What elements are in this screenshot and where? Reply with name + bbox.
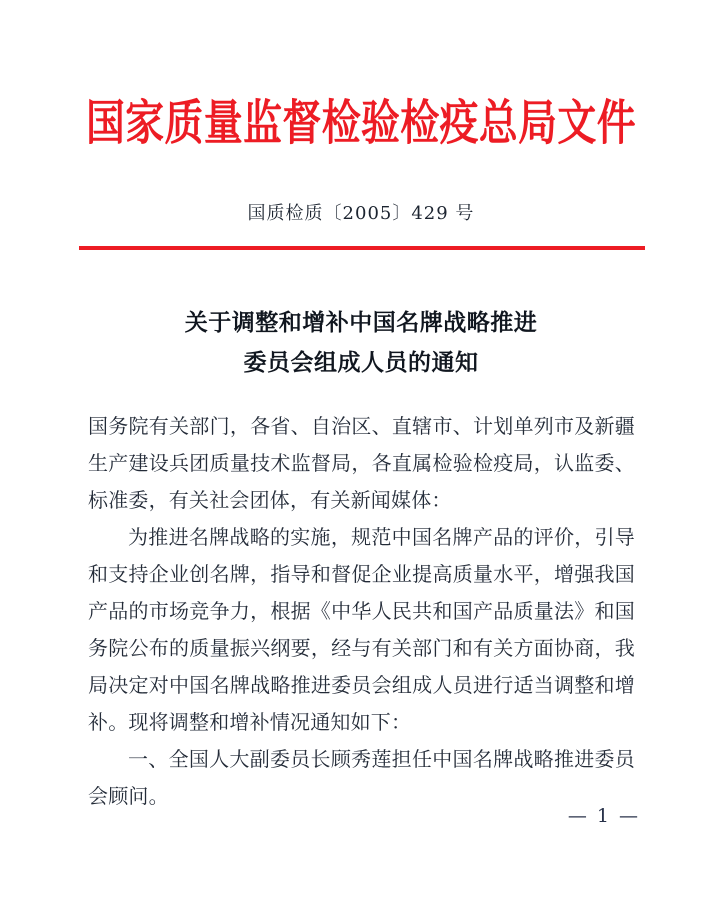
- notice-body: [88, 408, 635, 815]
- page-number: — 1 —: [567, 805, 640, 827]
- body-paragraph-preamble: 为推进名牌战略的实施，规范中国名牌产品的评价，引导和支持企业创名牌，指导和督促企业提高质量水平，增强我国产品的市场竞争力，根据《中华人民共和国产品质量法》和国务院公布的质量振兴纲要，经与有关部门和有关方面协商，我局决定对中国名牌战略推进委员会组成人员进行适当调整和增补。现将调整和增补情况通知如下：: [88, 525, 635, 734]
- notice-title-line1: 关于调整和增补中国名牌战略推进: [184, 309, 538, 336]
- letterhead-agency-title: 国家质量监督检验检疫总局文件: [85, 95, 636, 151]
- document-reference-number: 国质检质〔2005〕429 号: [247, 203, 475, 224]
- body-paragraph-item-1: 一、全国人大副委员长顾秀莲担任中国名牌战略推进委员会顾问。: [88, 747, 635, 808]
- body-paragraph-recipients: 国务院有关部门，各省、自治区、直辖市、计划单列市及新疆生产建设兵团质量技术监督局，各直属检验检疫局，认监委、标准委，有关社会团体，有关新闻媒体：: [88, 414, 635, 512]
- letterhead-divider-rule: [79, 246, 645, 250]
- notice-title: [0, 303, 722, 383]
- notice-title-line2: 委员会组成人员的通知: [243, 349, 479, 376]
